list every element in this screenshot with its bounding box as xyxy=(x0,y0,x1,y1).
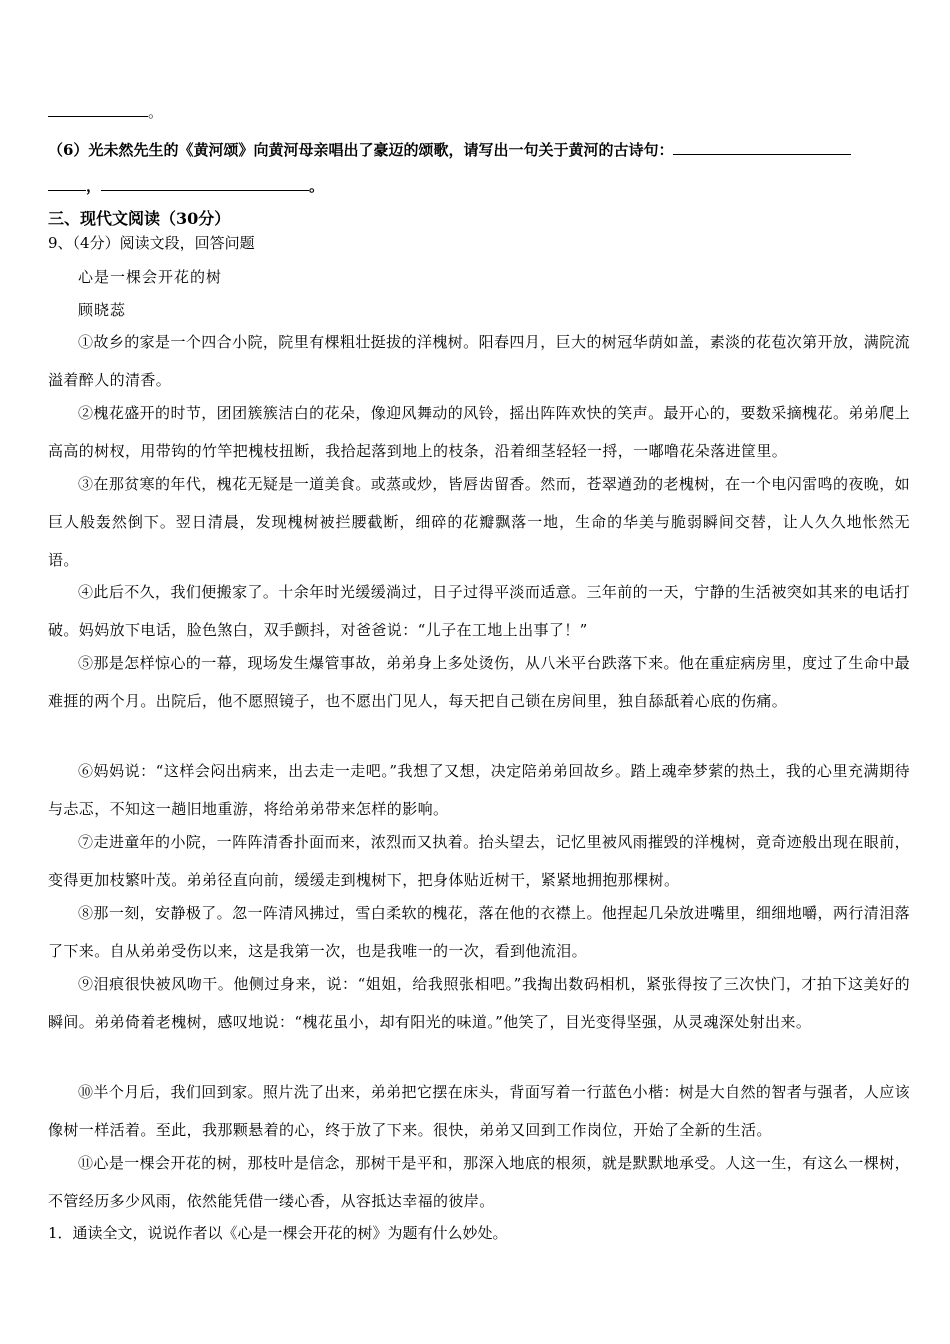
paragraph-8: ⑧那一刻，安静极了。忽一阵清风拂过，雪白柔软的槐花，落在他的衣襟上。他捏起几朵放进嘴里，细细地嚼，两行清泪落了下来。自从弟弟受伤以来，这是我第一次，也是我唯一的一次，看到他流泪。 xyxy=(48,904,910,960)
paragraph-11: ⑪心是一棵会开花的树，那枝叶是信念，那树干是平和，那深入地底的根须，就是默默地承受。人这一生，有这么一棵树，不管经历多少风雨，依然能凭借一缕心香，从容抵达幸福的彼岸。 xyxy=(48,1154,910,1210)
article-title: 心是一棵会开花的树 xyxy=(78,268,223,286)
answer-blank[interactable] xyxy=(101,174,309,191)
paragraph-6: ⑥妈妈说：“这样会闷出病来，出去走一走吧。”我想了又想，决定陪弟弟回故乡。踏上魂牵梦萦的热土，我的心里充满期待与忐忑，不知这一趟旧地重游，将给弟弟带来怎样的影响。 xyxy=(48,762,910,818)
sub-question-1: 1．通读全文，说说作者以《心是一棵会开花的树》为题有什么妙处。 xyxy=(48,1224,508,1242)
previous-answer-line: 。 xyxy=(48,100,163,122)
question-6-prompt: （6）光未然先生的《黄河颂》向黄河母亲唱出了豪迈的颂歌，请写出一句关于黄河的古诗句： xyxy=(48,141,674,159)
question-9-label: 9、（4分）阅读文段，回答问题 xyxy=(48,234,255,252)
paragraph-9: ⑨泪痕很快被风吻干。他侧过身来，说：“姐姐，给我照张相吧。”我掏出数码相机，紧张得按了三次快门，才拍下这美好的瞬间。弟弟倚着老槐树，感叹地说：“槐花虽小，却有阳光的味道。”他笑了，目光变得坚强，从灵魂深处射出来。 xyxy=(48,975,910,1031)
article-author: 顾晓蕊 xyxy=(78,301,127,319)
paragraph-5: ⑤那是怎样惊心的一幕，现场发生爆管事故，弟弟身上多处烫伤，从八米平台跌落下来。他在重症病房里，度过了生命中最难捱的两个月。出院后，他不愿照镜子，也不愿出门见人，每天把自己锁在房间里，独自舔舐着心底的伤痛。 xyxy=(48,654,910,710)
paragraph-1: ①故乡的家是一个四合小院，院里有棵粗壮挺拔的洋槐树。阳春四月，巨大的树冠华荫如盖，素淡的花苞次第开放，满院流溢着醉人的清香。 xyxy=(48,333,910,389)
question-6-continuation: ， 。 xyxy=(48,174,324,196)
answer-blank[interactable] xyxy=(48,174,86,191)
paragraph-2: ②槐花盛开的时节，团团簇簇洁白的花朵，像迎风舞动的风铃，摇出阵阵欢快的笑声。最开心的，要数采摘槐花。弟弟爬上高高的树杈，用带钩的竹竿把槐枝扭断，我拾起落到地上的枝条，沿着细茎轻轻一捋，一嘟噜花朵落进筐里。 xyxy=(48,404,910,460)
paragraph-10: ⑩半个月后，我们回到家。照片洗了出来，弟弟把它摆在床头，背面写着一行蓝色小楷：树是大自然的智者与强者，人应该像树一样活着。至此，我那颗悬着的心，终于放了下来。很快，弟弟又回到工作岗位，开始了全新的生活。 xyxy=(48,1083,910,1139)
paragraph-3: ③在那贫寒的年代，槐花无疑是一道美食。或蒸或炒，皆唇齿留香。然而，苍翠遒劲的老槐树，在一个电闪雷鸣的夜晚，如巨人般轰然倒下。翌日清晨，发现槐树被拦腰截断，细碎的花瓣飘落一地，生命的华美与脆弱瞬间交替，让人久久地怅然无语。 xyxy=(48,475,910,569)
section-3-heading: 三、现代文阅读（30分） xyxy=(48,209,231,228)
paragraph-7: ⑦走进童年的小院，一阵阵清香扑面而来，浓烈而又执着。抬头望去，记忆里被风雨摧毁的洋槐树，竟奇迹般出现在眼前，变得更加枝繁叶茂。弟弟径直向前，缓缓走到槐树下，把身体贴近树干，紧紧地拥抱那棵树。 xyxy=(48,833,910,889)
answer-blank[interactable] xyxy=(673,138,851,155)
question-6 xyxy=(48,138,851,160)
answer-blank[interactable] xyxy=(48,100,148,117)
paragraph-4: ④此后不久，我们便搬家了。十余年时光缓缓淌过，日子过得平淡而适意。三年前的一天，宁静的生活被突如其来的电话打破。妈妈放下电话，脸色煞白，双手颤抖，对爸爸说：“儿子在工地上出事了！” xyxy=(48,583,910,639)
